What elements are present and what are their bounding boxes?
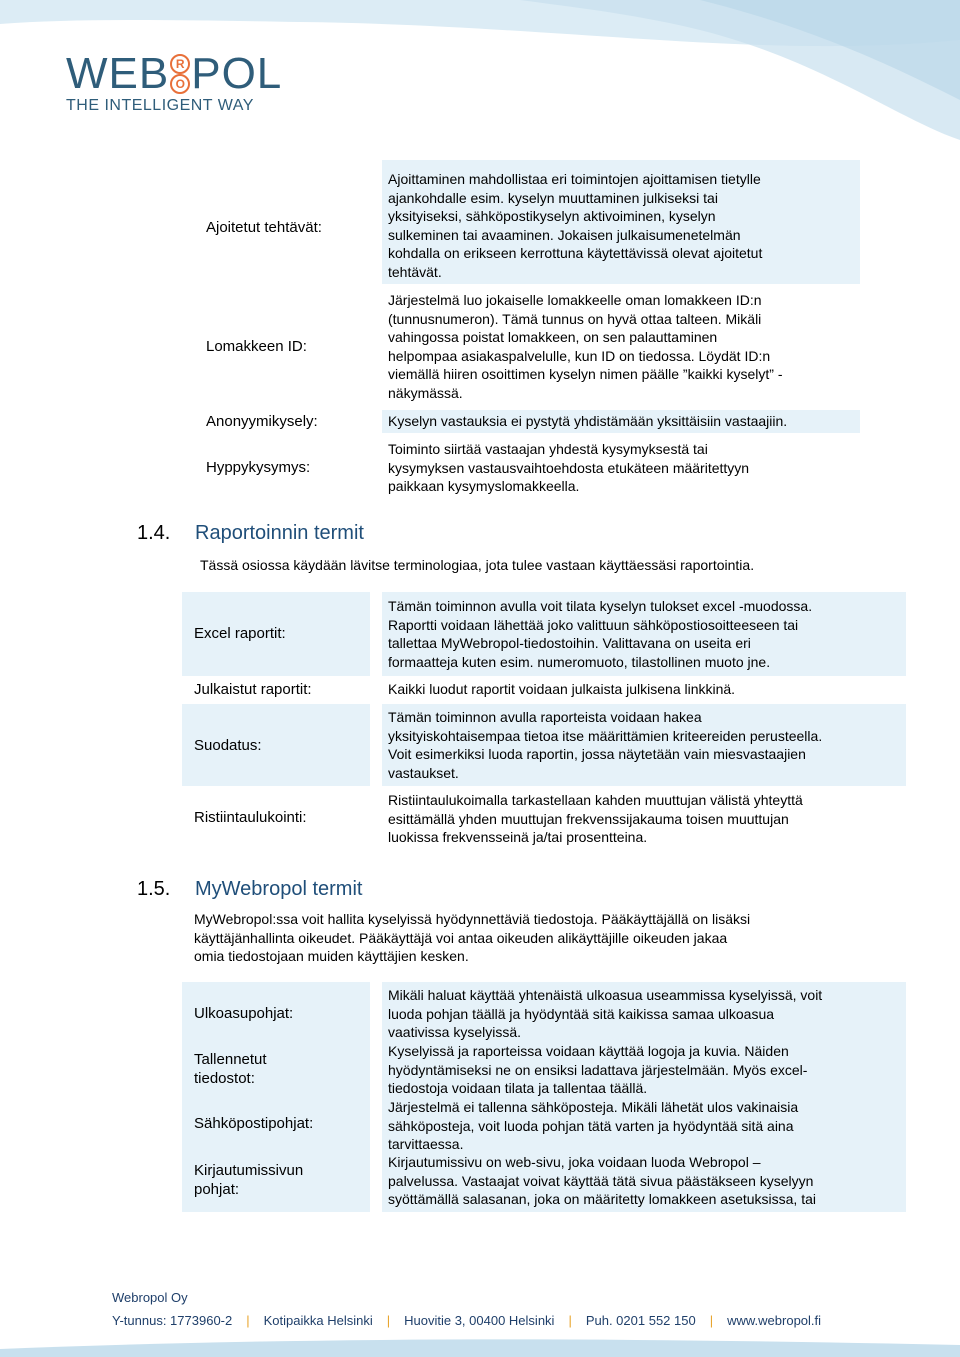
term-description: Toiminto siirtää vastaajan yhdestä kysymyksestä tai kysymyksen vastausvaihtoehdosta etukäteen määritettyyn paikkaan kysymyslomakkeella. bbox=[388, 441, 750, 494]
term-description: Kirjautumissivu on web-sivu, joka voidaan luoda Webropol – palvelussa. Vastaajat voivat käyttää tätä sivua päästäkseen kyselyyn syöttämällä salasanan, joka on määritetty lomakkeen asetuksissa, tai bbox=[388, 1154, 816, 1207]
term-description: Järjestelmä ei tallenna sähköposteja. Mikäli lähetät ulos vakinaisia sähköposteja, voit luoda pohjan tätä varten ja hyödyntää sitä aina tarvittaessa. bbox=[388, 1099, 799, 1152]
term-label: Ulkoasupohjat: bbox=[194, 1005, 294, 1022]
footer-website-link[interactable]: www.webropol.fi bbox=[727, 1313, 822, 1328]
term-description: Mikäli haluat käyttää yhtenäistä ulkoasua useammissa kyselyissä, voit luoda pohjan täällä ja hyödyntää sitä kaikissa samaa ulkoasua vaativissa kyselyissä. bbox=[388, 987, 823, 1040]
term-description: Kaikki luodut raportit voidaan julkaista julkisena linkkinä. bbox=[388, 681, 736, 697]
term-description: Tämän toiminnon avulla raporteista voidaan hakea yksityiskohtaisempaa tietoa itse määrittämien kriteereiden perusteella. Voit esimerkiksi luoda raportin, jossa näytetään vain miesvastaajien vastaukset. bbox=[388, 709, 823, 781]
section-heading: 1.5. MyWebropol termit bbox=[137, 878, 363, 900]
logo-tagline: THE INTELLIGENT WAY bbox=[66, 97, 254, 114]
term-description: Kyselyissä ja raporteissa voidaan käyttää logoja ja kuvia. Näiden hyödyntämiseksi ne on ensiksi ladattava järjestelmään. Myös excel- tiedostoja voidaan tilata ja tallentaa täällä. bbox=[388, 1043, 808, 1096]
term-label: Ajoitetut tehtävät: bbox=[206, 219, 322, 236]
term-label: Julkaistut raportit: bbox=[194, 681, 312, 698]
ro-logo-mark: $\frac{R}{O}$ bbox=[170, 54, 190, 94]
footer-company: Webropol Oy bbox=[112, 1290, 188, 1305]
term-label: Lomakkeen ID: bbox=[206, 338, 307, 355]
term-label: Sähköpostipohjat: bbox=[194, 1115, 314, 1132]
term-label: Hyppykysymys: bbox=[206, 459, 311, 476]
term-label: Anonyymikysely: bbox=[206, 413, 318, 430]
section-heading: 1.4. Raportoinnin termit bbox=[137, 522, 364, 544]
term-label: Suodatus: bbox=[194, 737, 262, 754]
footer-wave-decoration bbox=[0, 1335, 960, 1357]
term-label: Tallennetut tiedostot: bbox=[194, 1051, 267, 1087]
term-description: Järjestelmä luo jokaiselle lomakkeelle oman lomakkeen ID:n (tunnusnumeron). Tämä tunnus on hyvä ottaa talteen. Mikäli vahingossa poistat lomakkeen, on sen palauttaminen helpompaa asiakaspalvelulle, kun ID on tiedossa. Löydät ID:n viemällä hiiren osoittimen kyselyn nimen päälle ”kaikki kyselyt” - näkymässä. bbox=[388, 292, 783, 401]
section-intro: MyWebropol:ssa voit hallita kyselyissä hyödynnettäviä tiedostoja. Pääkäyttäjällä on lisäksi käyttäjänhallinta oikeudet. Pääkäyttäjä voi antaa oikeuden alikäyttäjille oikeuden jakaa omia tiedostojaan muiden käyttäjien kesken. bbox=[194, 911, 751, 964]
webropol-logo: WEB $\frac{R}{O}$ POL bbox=[66, 49, 283, 98]
term-description: Ajoittaminen mahdollistaa eri toimintojen ajoittamisen tietylle ajankohdalle esim. kyselyn muuttaminen julkiseksi tai yksityiseksi, sähköpostikyselyn aktivoiminen, kyselyn sulkeminen tai avaaminen. Jokaisen julkaisumenetelmän kohdalla on erikseen kerrottuna käytettävissä olevat ajoitetut tehtävät. bbox=[388, 171, 763, 280]
section-intro: Tässä osiossa käydään lävitse terminologiaa, jota tulee vastaan käyttäessäsi raportointia. bbox=[200, 557, 755, 573]
footer-contact: Y-tunnus: 1773960-2 | Kotipaikka Helsinki | Huovitie 3, 00400 Helsinki | Puh. 0201 552 150 | www.webropol.fi bbox=[112, 1313, 822, 1328]
term-description: Ristiintaulukoimalla tarkastellaan kahden muuttujan välistä yhteyttä esittämällä yhden muuttujan frekvenssijakauma toisen muuttujan luokissa frekvensseinä ja/tai prosentteina. bbox=[388, 792, 803, 845]
term-label: Kirjautumissivun pohjat: bbox=[194, 1162, 304, 1198]
term-label: Excel raportit: bbox=[194, 625, 286, 642]
term-description: Tämän toiminnon avulla voit tilata kyselyn tulokset excel -muodossa. Raportti voidaan lähettää joko valittuun sähköpostiosoitteeseen tai tallettaa MyWebropol-tiedostoihin. Valittavana on useita eri formaatteja kuten esim. numeromuoto, tilastollinen muoto jne. bbox=[388, 598, 813, 670]
term-label: Ristiintaulukointi: bbox=[194, 809, 307, 826]
term-description: Kyselyn vastauksia ei pystytä yhdistämään yksittäisiin vastaajiin. bbox=[388, 413, 788, 429]
